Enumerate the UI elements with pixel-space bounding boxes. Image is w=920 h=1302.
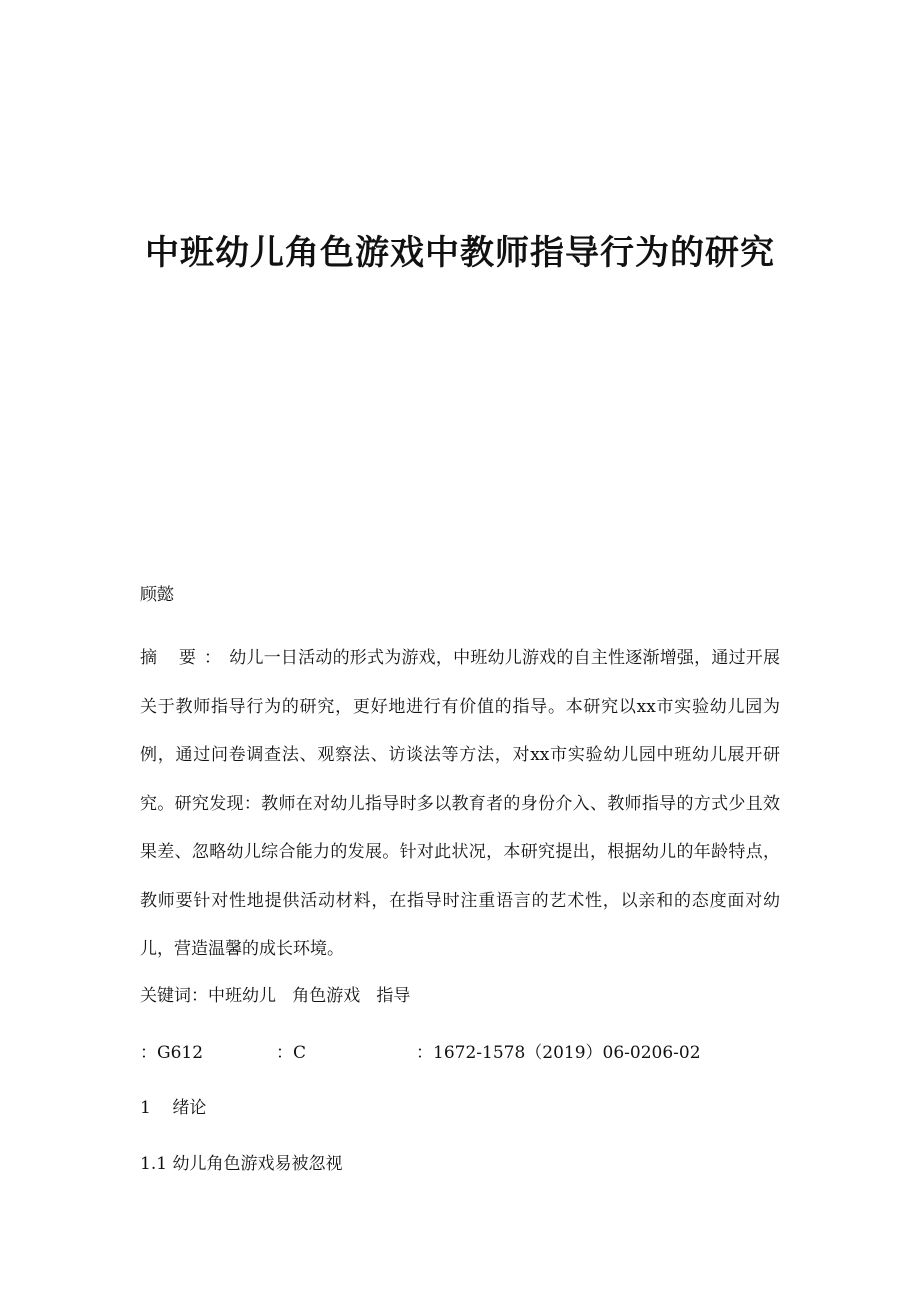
section-heading-1: 1 绪论 (140, 1098, 207, 1118)
abstract-text: 幼儿一日活动的形式为游戏，中班幼儿游戏的自主性逐渐增强，通过开展关于教师指导行为的研究，更好地进行有价值的指导。本研究以xx市实验幼儿园为例，通过问卷调查法、观察法、访谈法等方法，对xx市实验幼儿园中班幼儿展开研究。研究发现：教师在对幼儿指导时多以教育者的身份介入、教师指导的方式少且效果差、忽略幼儿综合能力的发展。针对此状况，本研究提出，根据幼儿的年龄特点，教师要针对性地提供活动材料，在指导时注重语言的艺术性，以亲和的态度面对幼儿，营造温馨的成长环境。 (140, 648, 781, 959)
keywords-line: 关键词：中班幼儿 角色游戏 指导 (140, 986, 411, 1006)
section-heading-1-1: 1.1 幼儿角色游戏易被忽视 (140, 1154, 343, 1174)
abstract-paragraph (140, 634, 780, 974)
abstract-label: 摘 要： (140, 648, 230, 668)
document-title: 中班幼儿角色游戏中教师指导行为的研究 (145, 233, 775, 273)
article-id: ：1672-1578（2019）06-0206-02 (416, 1043, 701, 1063)
clc-number: ：G612 (140, 1043, 204, 1063)
document-code: ：C (276, 1043, 307, 1063)
author-name: 顾懿 (140, 585, 174, 605)
